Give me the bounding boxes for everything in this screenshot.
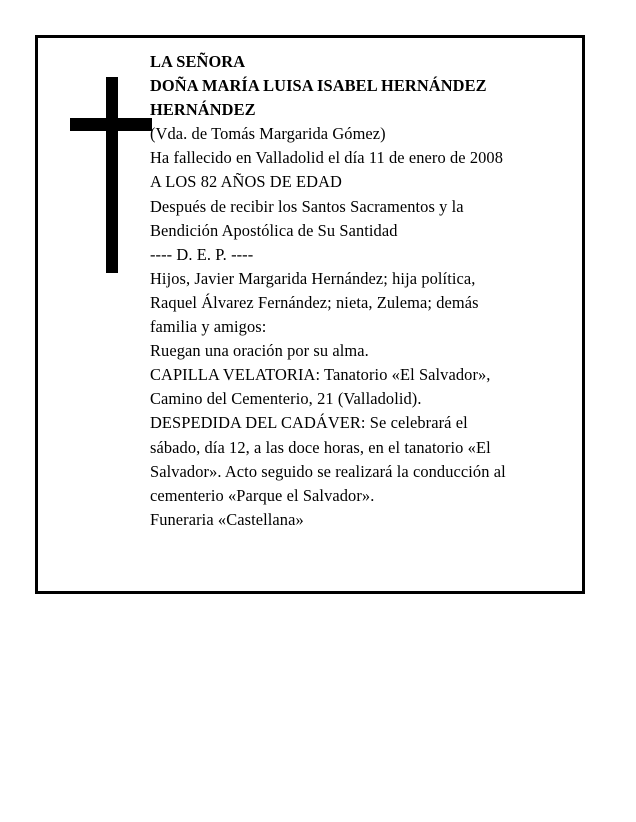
sacraments-line-1: Después de recibir los Santos Sacramentos y la <box>150 196 464 216</box>
prayer-request-line: Ruegan una oración por su alma. <box>150 341 369 361</box>
sacraments-line-2: Bendición Apostólica de Su Santidad <box>150 220 398 240</box>
widow-of-line: (Vda. de Tomás Margarida Gómez) <box>150 124 386 144</box>
farewell-line-1: DESPEDIDA DEL CADÁVER: Se celebrará el <box>150 413 468 433</box>
survivors-line-1: Hijos, Javier Margarida Hernández; hija política, <box>150 268 476 288</box>
farewell-line-4: cementerio «Parque el Salvador». <box>150 485 375 505</box>
rest-in-peace-line: ---- D. E. P. ---- <box>150 244 254 264</box>
age-line: A LOS 82 AÑOS DE EDAD <box>150 172 342 192</box>
cross-vertical-bar <box>106 77 118 273</box>
obituary-text-column <box>150 50 575 532</box>
chapel-line-1: CAPILLA VELATORIA: Tanatorio «El Salvador», <box>150 365 491 385</box>
survivors-line-2: Raquel Álvarez Fernández; nieta, Zulema; demás <box>150 292 479 312</box>
funeral-home-line: Funeraria «Castellana» <box>150 509 304 529</box>
survivors-line-3: familia y amigos: <box>150 317 267 337</box>
cross-horizontal-bar <box>70 118 152 131</box>
latin-cross-icon <box>54 77 154 277</box>
farewell-line-2: sábado, día 12, a las doce horas, en el tanatorio «El <box>150 437 491 457</box>
deceased-name-line-2: HERNÁNDEZ <box>150 100 256 120</box>
honorific-line: LA SEÑORA <box>150 52 246 71</box>
farewell-line-3: Salvador». Acto seguido se realizará la conducción al <box>150 461 506 481</box>
death-announcement-line: Ha fallecido en Valladolid el día 11 de enero de 2008 <box>150 148 504 168</box>
chapel-line-2: Camino del Cementerio, 21 (Valladolid). <box>150 389 422 409</box>
obituary-notice-box <box>35 35 585 594</box>
deceased-name-line-1: DOÑA MARÍA LUISA ISABEL HERNÁNDEZ <box>150 76 487 96</box>
